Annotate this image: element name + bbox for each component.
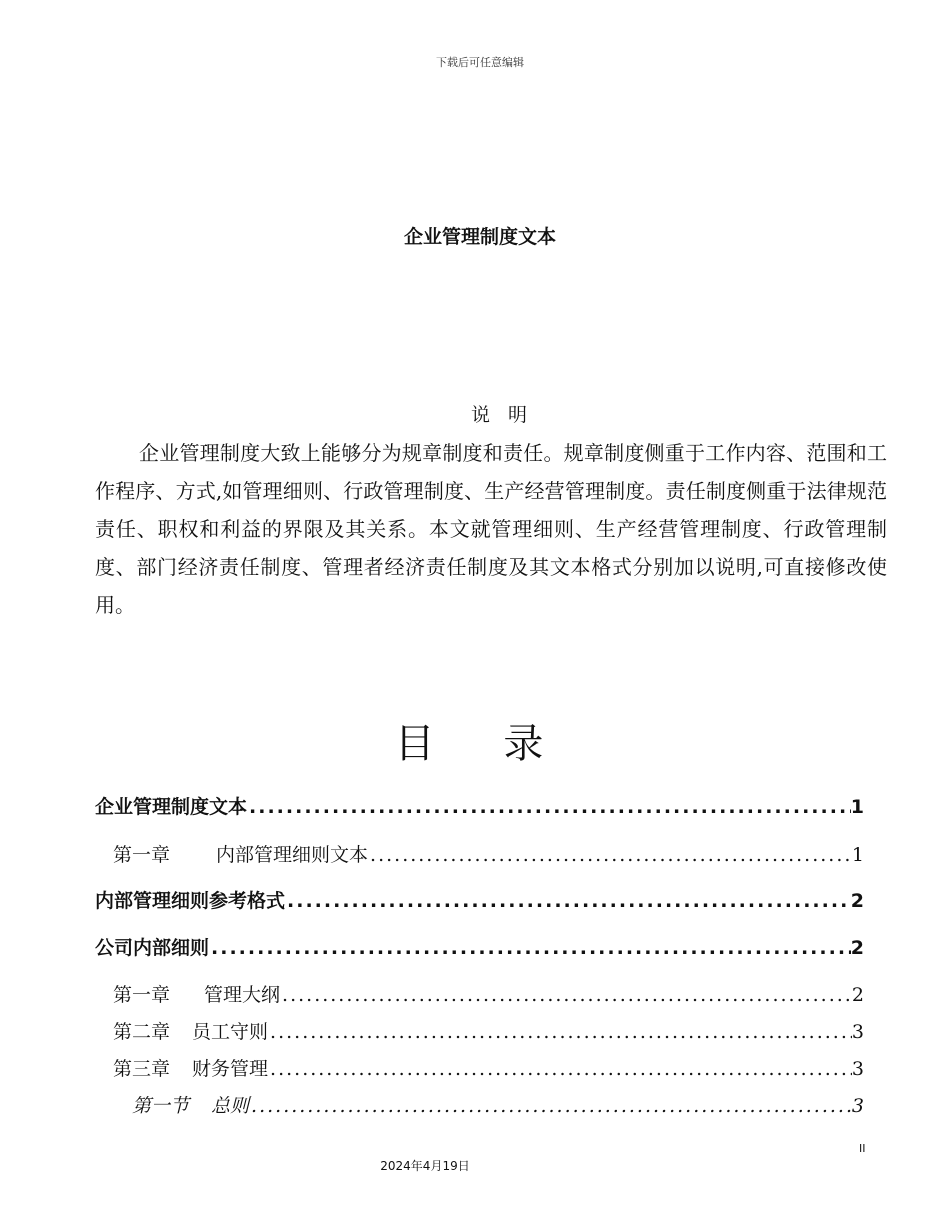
toc-title: 目 录: [394, 721, 572, 767]
toc-leader: [247, 796, 851, 818]
toc-leader: [368, 844, 852, 866]
toc-entry-prefix: 第一节: [132, 1095, 190, 1117]
header-note: 下载后可任意编辑: [436, 56, 524, 69]
toc-leader: [268, 1021, 852, 1043]
toc-leader: [249, 1095, 852, 1117]
toc-entry-page: 2: [851, 984, 864, 1006]
toc-entry-page: 1: [851, 844, 864, 866]
section-heading: 说 明: [470, 404, 534, 426]
toc-entry-prefix: 第二章: [113, 1021, 171, 1043]
toc-entry-page: 1: [850, 796, 864, 818]
document-title: 企业管理制度文本: [403, 226, 556, 248]
toc-entry-prefix: 第一章: [113, 984, 171, 1006]
toc-entry-label: 财务管理: [192, 1058, 269, 1080]
toc-entry-page: 3: [851, 1021, 864, 1043]
page-number: II: [859, 1142, 866, 1155]
toc-entry-prefix: 第一章: [113, 844, 171, 866]
toc-leader: [268, 1058, 852, 1080]
toc-entry-page: 3: [851, 1095, 864, 1117]
toc-entry-page: 3: [851, 1058, 864, 1080]
toc-entry-page: 2: [850, 890, 864, 912]
toc-entry-label: 员工守则: [192, 1021, 269, 1043]
toc-entry-3[interactable]: [95, 886, 864, 913]
toc-entry-label: 总则: [211, 1095, 250, 1117]
footer-date: 2024年4月19日: [380, 1159, 470, 1173]
toc-entry-7[interactable]: [113, 1054, 864, 1081]
toc-entry-2[interactable]: [113, 840, 864, 867]
toc-entry-1[interactable]: [95, 792, 864, 819]
toc-entry-prefix: 第三章: [113, 1058, 171, 1080]
toc-entry-label: 管理大纲: [204, 984, 281, 1006]
toc-entry-page: 2: [850, 937, 864, 959]
toc-leader: [280, 984, 852, 1006]
toc-entry-label: 公司内部细则: [95, 937, 210, 959]
intro-paragraph: 企业管理制度大致上能够分为规章制度和责任。规章制度侧重于工作内容、范围和工作程序、方式,如管理细则、行政管理制度、生产经营管理制度。责任制度侧重于法律规范责任、职权和利益的界限及其关系。本文就管理细则、生产经营管理制度、行政管理制度、部门经济责任制度、管理者经济责任制度及其文本格式分别加以说明,可直接修改使用。: [95, 441, 887, 617]
toc-entry-label: 内部管理细则参考格式: [95, 890, 286, 912]
toc-leader: [209, 937, 851, 959]
toc-leader: [285, 890, 851, 912]
toc-entry-label: 企业管理制度文本: [95, 796, 248, 818]
toc-entry-6[interactable]: [113, 1017, 864, 1044]
toc-entry-4[interactable]: [95, 933, 864, 960]
toc-entry-label: 内部管理细则文本: [216, 844, 369, 866]
toc-entry-5[interactable]: [113, 980, 864, 1007]
toc-entry-8[interactable]: [132, 1091, 864, 1118]
